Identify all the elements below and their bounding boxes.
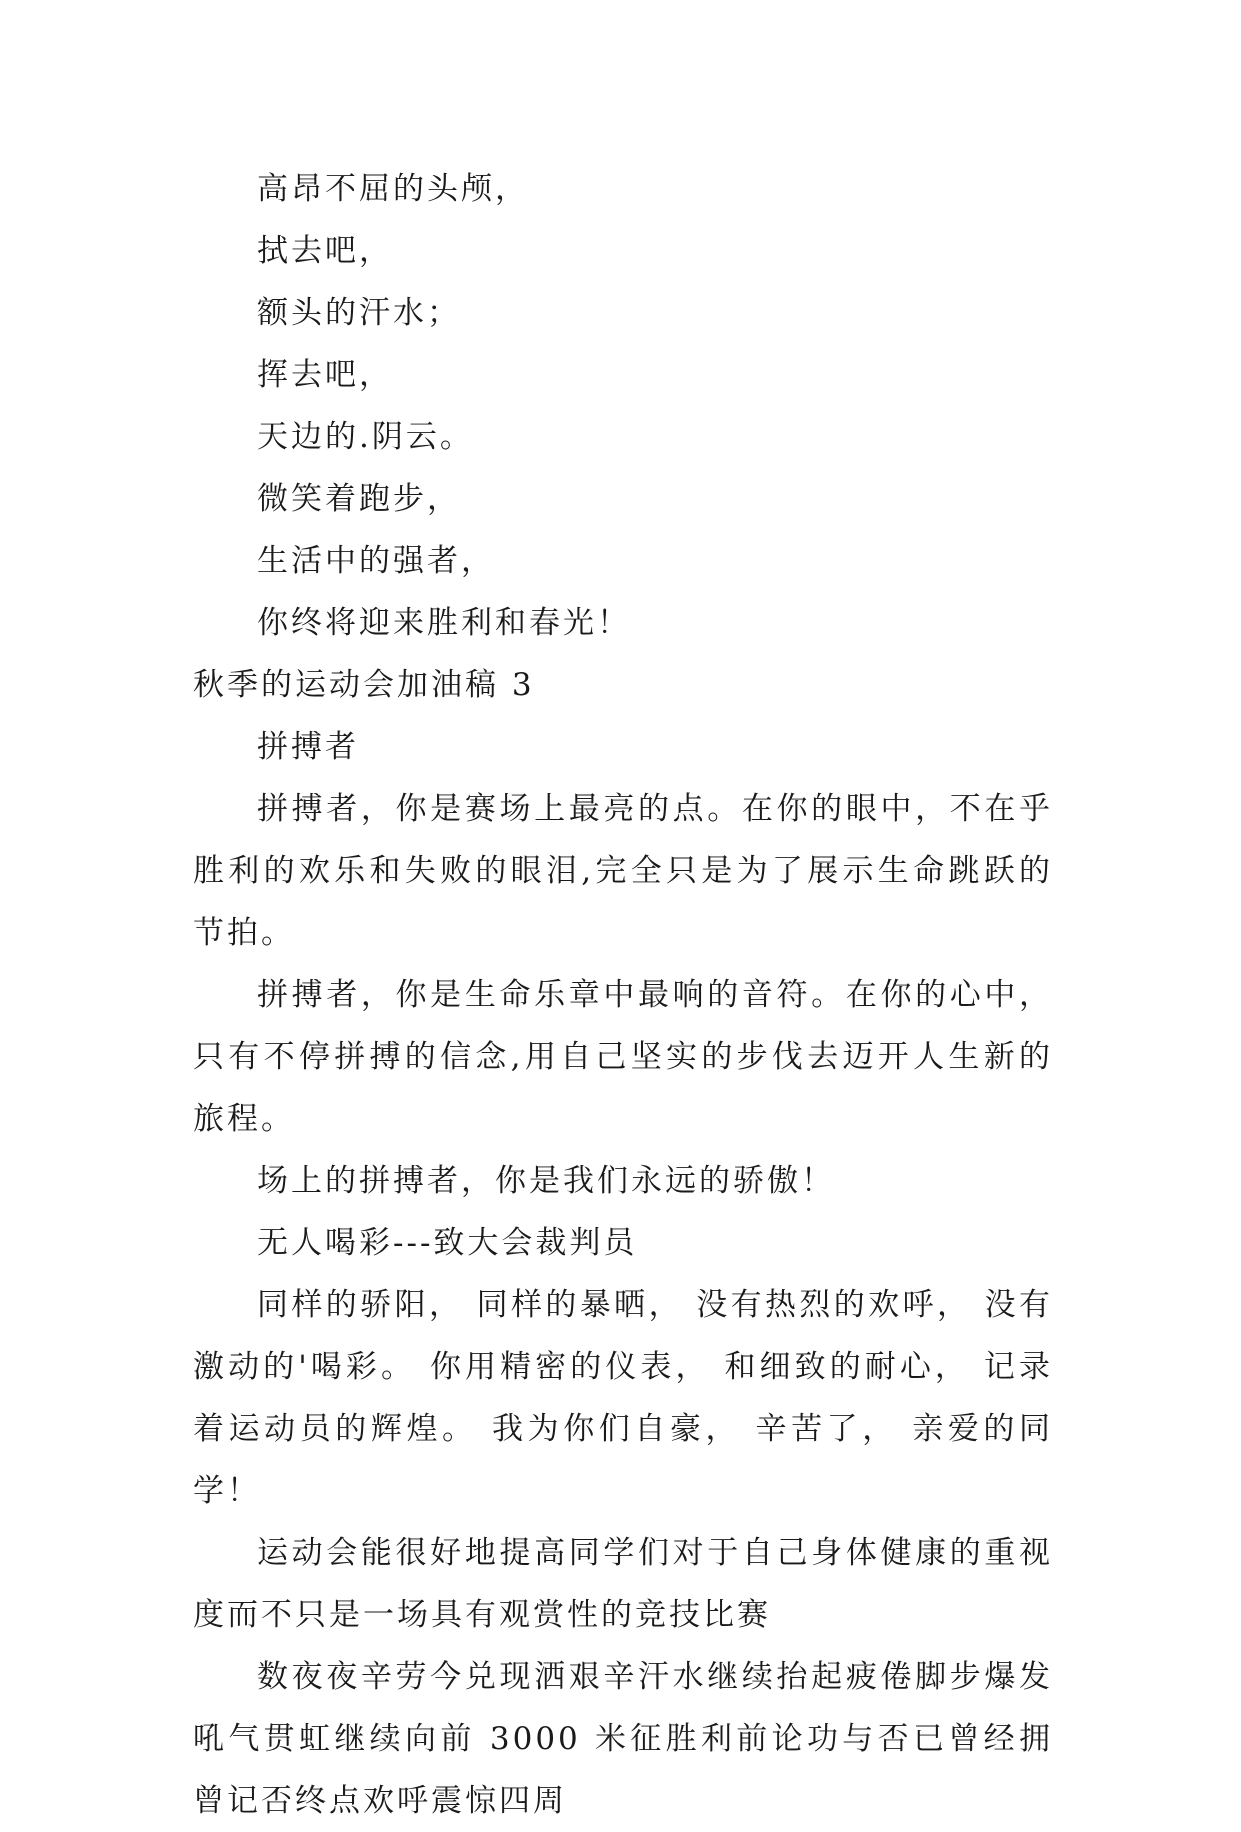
poem-line: 天边的.阴云。 [257,419,474,455]
paragraph: 拼搏者，你是赛场上最亮的点。在你的眼中，不在乎胜利的欢乐和失败的眼泪,完全只是为了展示生命跳跃的节拍。 [193,791,1053,951]
subtitle-referee: 无人喝彩---致大会裁判员 [257,1225,638,1261]
paragraph: 同样的骄阳， 同样的暴晒， 没有热烈的欢呼， 没有激动的'喝彩。 你用精密的仪表， 和细致的耐心， 记录着运动员的辉煌。 我为你们自豪， 辛苦了， 亲爱的同学！ [193,1287,1053,1509]
paragraph: 拼搏者，你是生命乐章中最响的音符。在你的心中，只有不停拼搏的信念,用自己坚实的步伐去迈开人生新的旅程。 [193,977,1053,1137]
poem-line: 挥去吧， [257,357,393,393]
document-body [193,158,1053,1832]
poem-line: 额头的汗水； [257,295,461,331]
poem-line: 拭去吧， [257,233,393,269]
poem-line: 生活中的强者， [257,543,495,579]
paragraph: 数夜夜辛劳今兑现洒艰辛汗水继续抬起疲倦脚步爆发吼气贯虹继续向前 3000 米征胜利前论功与否已曾经拥曾记否终点欢呼震惊四周 [193,1659,1053,1819]
poem-line: 微笑着跑步， [257,481,461,517]
paragraph: 场上的拼搏者，你是我们永远的骄傲！ [257,1163,835,1199]
paragraph: 运动会能很好地提高同学们对于自己身体健康的重视度而不只是一场具有观赏性的竞技比赛 [193,1535,1053,1633]
subtitle-pinbozhe: 拼搏者 [257,729,359,765]
poem-line: 你终将迎来胜利和春光！ [257,605,631,641]
section-title: 秋季的运动会加油稿 3 [193,667,535,703]
poem-line: 高昂不屈的头颅， [257,171,529,207]
